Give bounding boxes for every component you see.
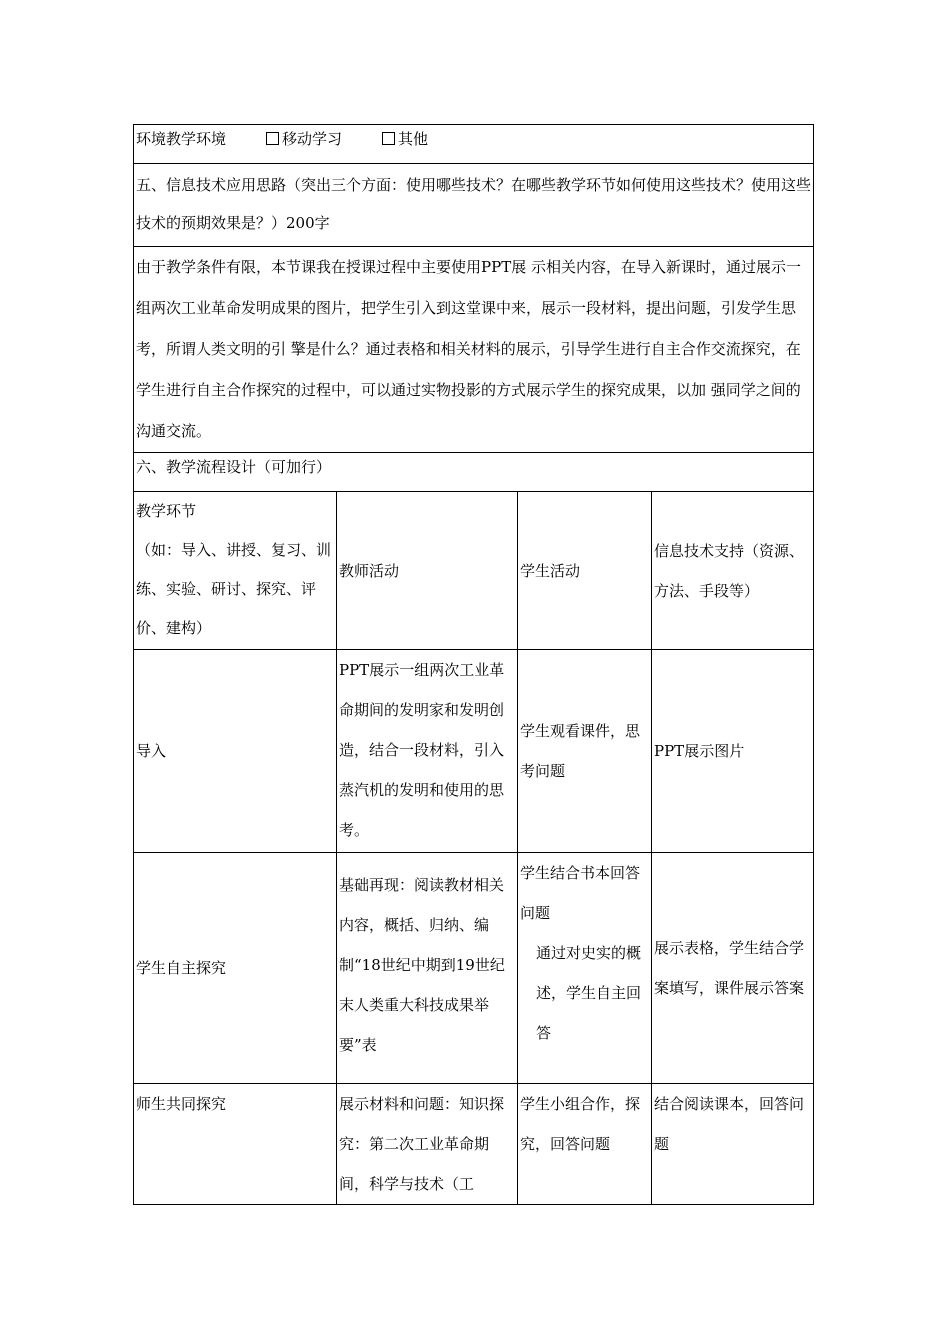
row-stage: 学生自主探究	[134, 853, 337, 1084]
option-mobile-label: 移动学习	[282, 130, 343, 148]
lesson-plan-table	[133, 124, 814, 1205]
table-row	[134, 1084, 814, 1205]
section5-body-row	[134, 247, 814, 453]
header-stage-title: 教学环节	[136, 502, 197, 520]
row-student-text: 学生观看课件，思考问题	[520, 722, 641, 780]
row-stage: 师生共同探究	[134, 1084, 337, 1205]
row-tech: 结合阅读课本，回答问题	[652, 1084, 814, 1205]
row-tech: 展示表格，学生结合学案填写，课件展示答案	[652, 853, 814, 1084]
section5-body: 由于教学条件有限，本节课我在授课过程中主要使用PPT展 示相关内容，在导入新课时，通过展示一组两次工业革命发明成果的图片，把学生引入到这堂课中来，展示一段材料，提出问题，引发学生思考，所谓人类文明的引 擎是什么？通过表格和相关材料的展示，引导学生进行自主合作交流探究，在学生进行自主合作探究的过程中，可以通过实物投影的方式展示学生的探究成果，以加 强同学之间的沟通交流。	[134, 247, 814, 453]
row-student: 学生小组合作，探究，回答问题	[518, 1084, 652, 1205]
table-row	[134, 853, 814, 1084]
row-student	[518, 853, 652, 1084]
header-tech: 信息技术支持（资源、方法、手段等）	[652, 492, 814, 650]
row-student-text-2: 通过对史实的概述，学生自主回答	[536, 944, 642, 1042]
section6-heading-row	[134, 453, 814, 492]
row-teacher: PPT展示一组两次工业革命期间的发明家和发明创造，结合一段材料，引入蒸汽机的发明和使用的思考。	[337, 650, 518, 853]
row-teacher: 基础再现：阅读教材相关内容，概括、归纳、编制“18世纪中期到19世纪末人类重大科技成果举要”表	[337, 853, 518, 1084]
section6-heading: 六、教学流程设计（可加行）	[134, 453, 814, 492]
row-teacher: 展示材料和问题：知识探究：第二次工业革命期间，科学与技术（工	[337, 1084, 518, 1205]
header-stage-cell	[134, 492, 337, 650]
table-row	[134, 650, 814, 853]
environment-label: 环境教学环境	[136, 130, 227, 148]
section5-heading: 五、信息技术应用思路（突出三个方面：使用哪些技术？在哪些教学环节如何使用这些技术？使用这些技术的预期效果是？）200字	[134, 164, 814, 247]
section5-heading-row	[134, 164, 814, 247]
header-student: 学生活动	[518, 492, 652, 650]
checkbox-other-icon[interactable]	[382, 132, 395, 145]
header-stage-note: （如：导入、讲授、复习、训练、实验、研讨、探究、评价、建构）	[136, 541, 332, 637]
environment-row	[134, 125, 814, 164]
row-tech: PPT展示图片	[652, 650, 814, 853]
environment-cell	[134, 125, 814, 164]
checkbox-mobile-icon[interactable]	[266, 132, 279, 145]
header-teacher: 教师活动	[337, 492, 518, 650]
flow-header-row	[134, 492, 814, 650]
row-stage: 导入	[134, 650, 337, 853]
option-other-label: 其他	[398, 130, 429, 148]
row-student-text: 学生结合书本回答问题	[520, 864, 641, 922]
row-student	[518, 650, 652, 853]
